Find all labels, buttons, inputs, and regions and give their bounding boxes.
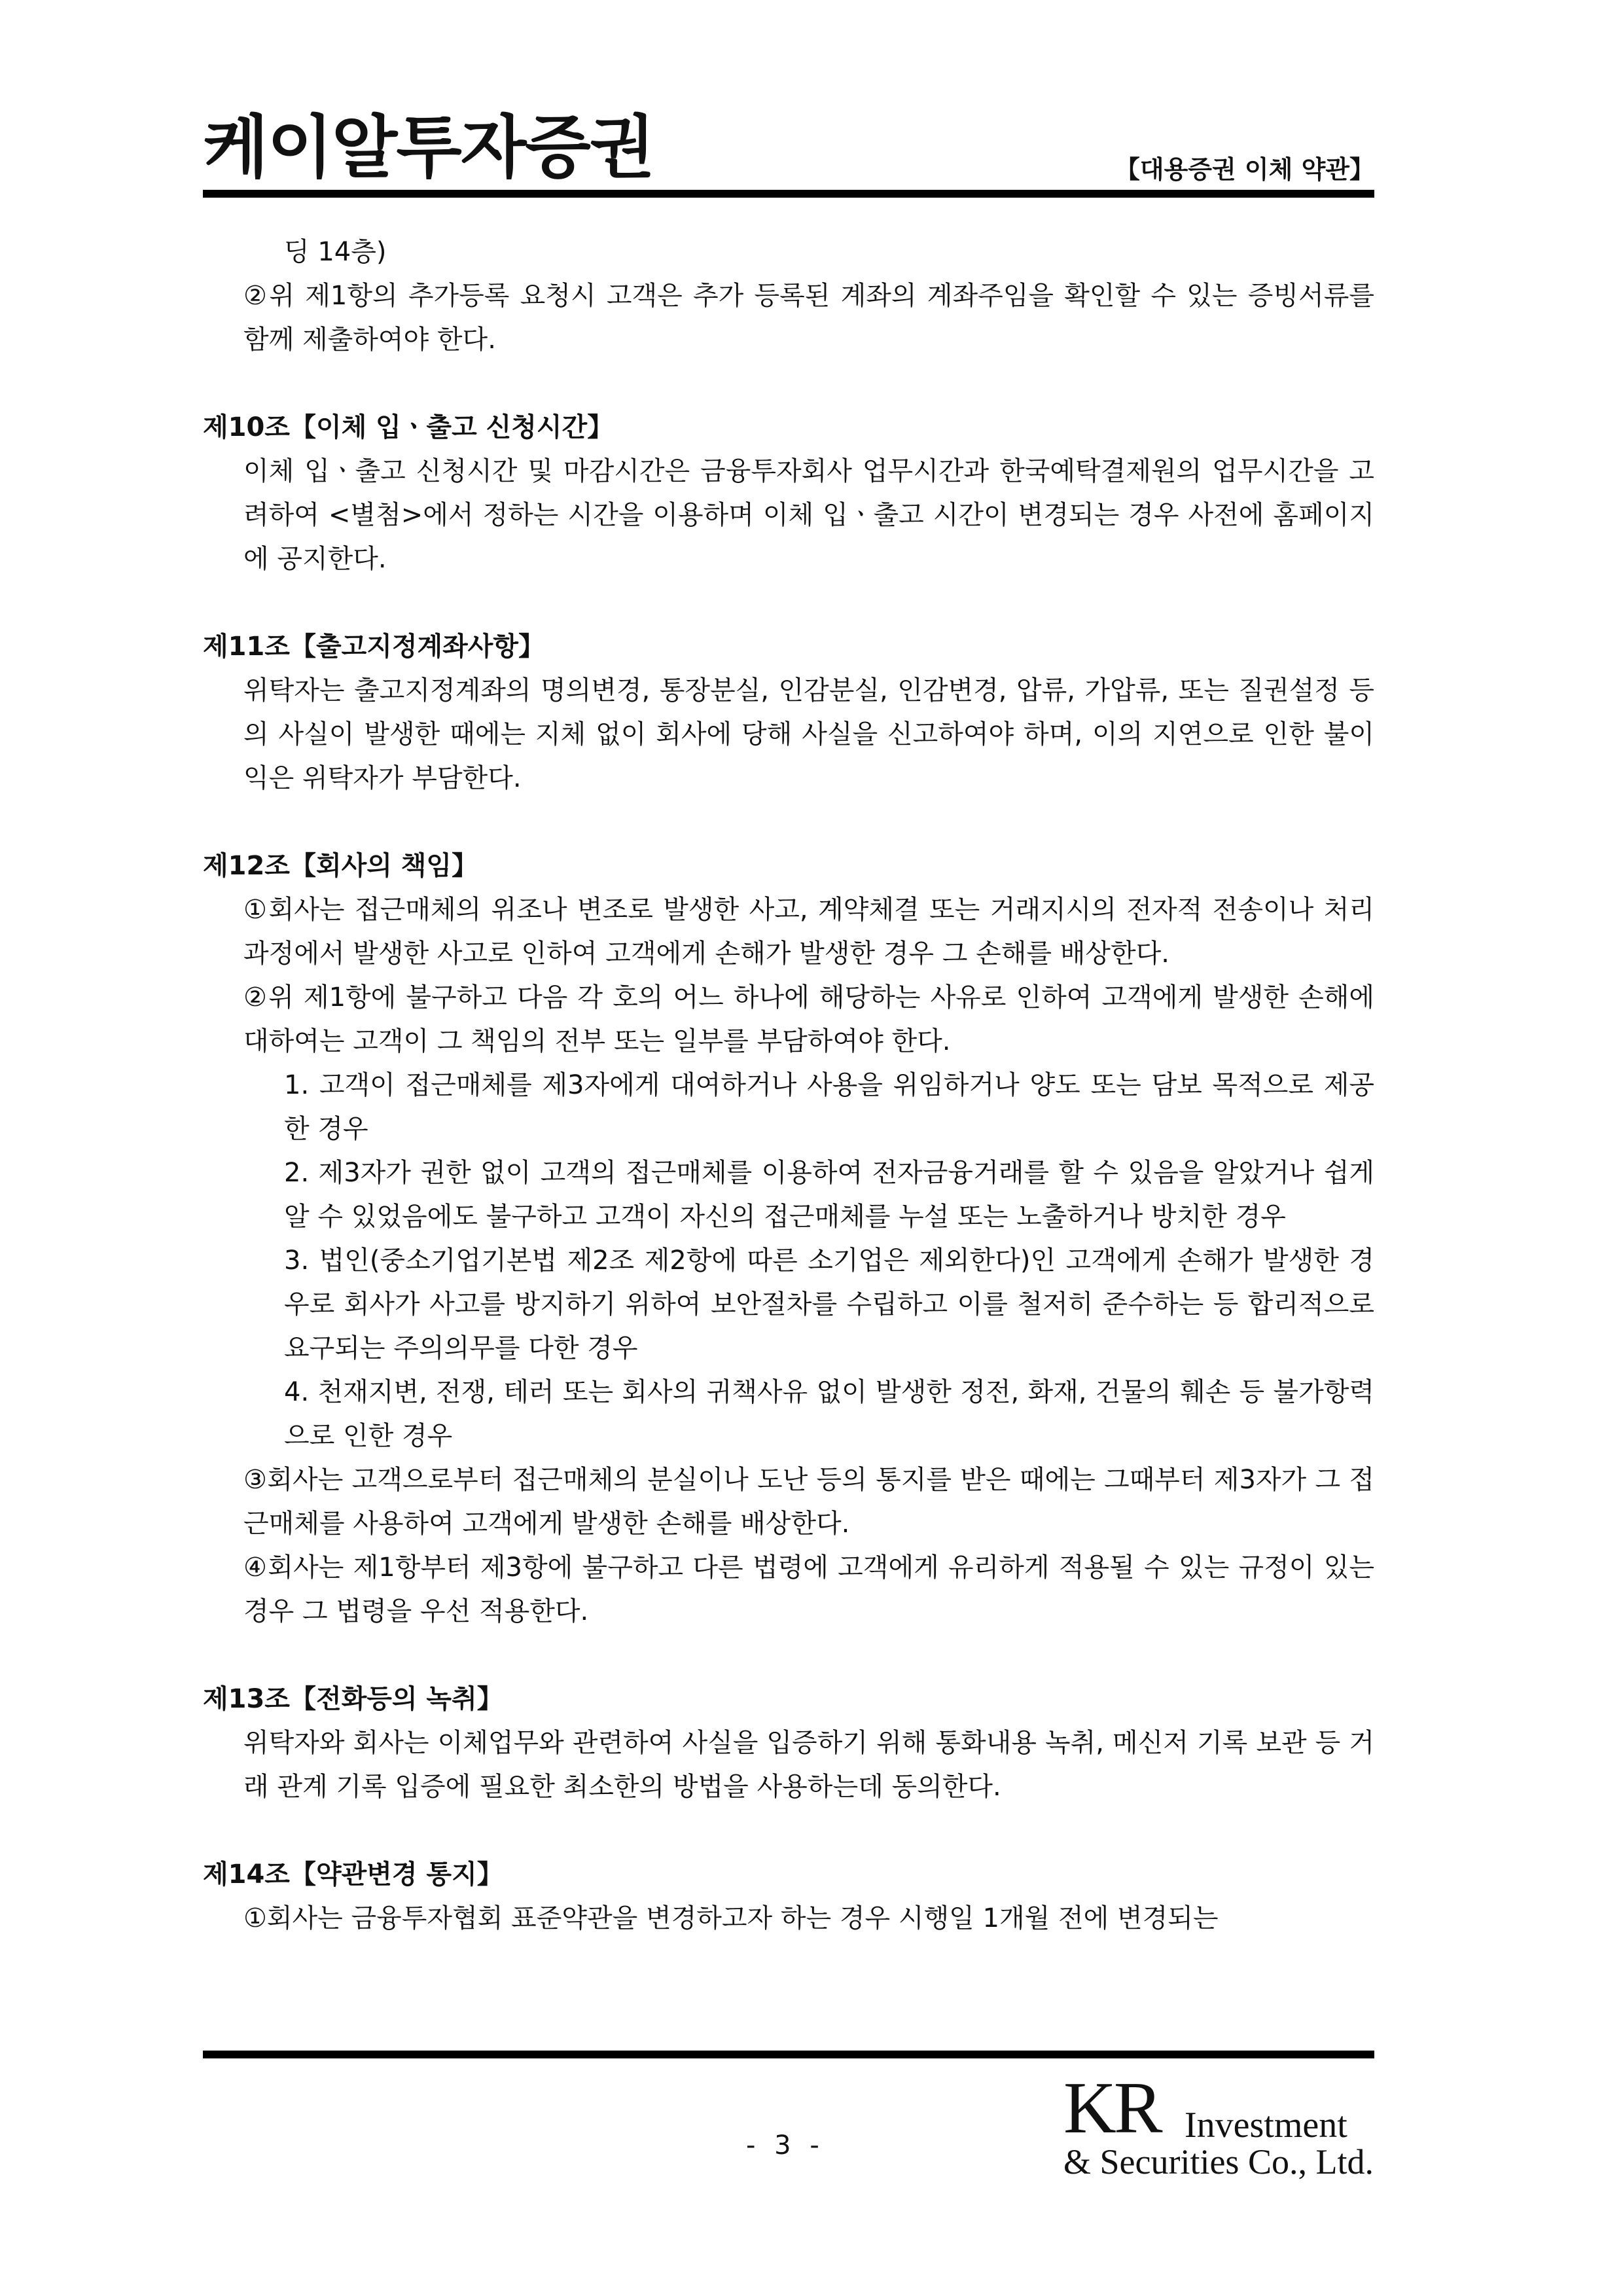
spacer xyxy=(203,1809,1374,1853)
article-12-title: 제12조【회사의 책임】 xyxy=(203,851,478,881)
article-11-paragraph: 위탁자는 출고지정계좌의 명의변경, 통장분실, 인감분실, 인감변경, 압류, 가압류, 또는 질권설정 등의 사실이 발생한 때에는 지체 없이 회사에 당해 사실을 신고하여야 하며, 이의 지연으로 인한 불이익은 위탁자가 부담한다. xyxy=(243,675,1374,793)
article-12-clause-3: ③회사는 고객으로부터 접근매체의 분실이나 도난 등의 통지를 받은 때에는 그때부터 제3자가 그 접근매체를 사용하여 고객에게 발생한 손해를 배상한다. xyxy=(243,1465,1374,1539)
article-12-clause-4: ④회사는 제1항부터 제3항에 불구하고 다른 법령에 고객에게 유리하게 적용될 수 있는 규정이 있는 경우 그 법령을 우선 적용한다. xyxy=(243,1552,1374,1626)
spacer xyxy=(203,1634,1374,1677)
company-logo xyxy=(1063,2068,1378,2183)
article-12-item: 3. 법인(중소기업기본법 제2조 제2항에 따른 소기업은 제외한다)인 고객에게 손해가 발생한 경우로 회사가 사고를 방지하기 위하여 보안절차를 수립하고 이를 철저히 준수하는 등 합리적으로 요구되는 주의의무를 다한 경우 xyxy=(284,1246,1374,1363)
document-body xyxy=(203,230,1374,1941)
page-number: - 3 - xyxy=(746,2130,825,2161)
page-header xyxy=(203,98,1374,196)
article-12-item: 4. 천재지변, 전쟁, 테러 또는 회사의 귀책사유 없이 발생한 정전, 화재, 건물의 훼손 등 불가항력으로 인한 경우 xyxy=(284,1377,1374,1451)
article-13-title: 제13조【전화등의 녹취】 xyxy=(203,1684,503,1714)
document-label: 【대용증권 이체 약관】 xyxy=(1115,155,1374,184)
article-11-title: 제11조【출고지정계좌사항】 xyxy=(203,632,545,662)
article-12-clause-2: ②위 제1항에 불구하고 다음 각 호의 어느 하나에 해당하는 사유로 인하여 고객에게 발생한 손해에 대하여는 고객이 그 책임의 전부 또는 일부를 부담하여야 한다. xyxy=(243,982,1374,1056)
spacer xyxy=(203,800,1374,844)
header-rule xyxy=(203,190,1374,198)
paragraph: ②위 제1항의 추가등록 요청시 고객은 추가 등록된 계좌의 계좌주임을 확인할 수 있는 증빙서류를 함께 제출하여야 한다. xyxy=(243,281,1374,355)
article-12-item: 2. 제3자가 권한 없이 고객의 접근매체를 이용하여 전자금융거래를 할 수 있음을 알았거나 쉽게 알 수 있었음에도 불구하고 고객이 자신의 접근매체를 누설 또는 노출하거나 방치한 경우 xyxy=(284,1158,1374,1232)
logo-investment: Investment xyxy=(1185,2105,1347,2145)
brand-logo-text: 케이알투자증권 xyxy=(203,107,654,187)
continued-text: 딩 14층) xyxy=(284,237,387,267)
article-10-paragraph: 이체 입ㆍ출고 신청시간 및 마감시간은 금융투자회사 업무시간과 한국예탁결제원의 업무시간을 고려하여 <별첨>에서 정하는 시간을 이용하며 이체 입ㆍ출고 시간이 변경되는 경우 사전에 홈페이지에 공지한다. xyxy=(243,456,1374,574)
article-12-item: 1. 고객이 접근매체를 제3자에게 대여하거나 사용을 위임하거나 양도 또는 담보 목적으로 제공한 경우 xyxy=(284,1070,1374,1144)
article-14-clause-1: ①회사는 금융투자협회 표준약관을 변경하고자 하는 경우 시행일 1개월 전에 변경되는 xyxy=(243,1903,1219,1933)
article-14-title: 제14조【약관변경 통지】 xyxy=(203,1859,503,1890)
article-10-title: 제10조【이체 입ㆍ출고 신청시간】 xyxy=(203,412,614,442)
spacer xyxy=(203,362,1374,406)
logo-securities: & Securities Co., Ltd. xyxy=(1063,2142,1374,2181)
footer-rule xyxy=(203,2051,1374,2058)
logo-kr: KR xyxy=(1063,2068,1160,2149)
article-13-paragraph: 위탁자와 회사는 이체업무와 관련하여 사실을 입증하기 위해 통화내용 녹취, 메신저 기록 보관 등 거래 관계 기록 입증에 필요한 최소한의 방법을 사용하는데 동의한다. xyxy=(243,1728,1374,1802)
article-12-clause-1: ①회사는 접근매체의 위조나 변조로 발생한 사고, 계약체결 또는 거래지시의 전자적 전송이나 처리과정에서 발생한 사고로 인하여 고객에게 손해가 발생한 경우 그 손해를 배상한다. xyxy=(243,895,1374,969)
spacer xyxy=(203,581,1374,625)
